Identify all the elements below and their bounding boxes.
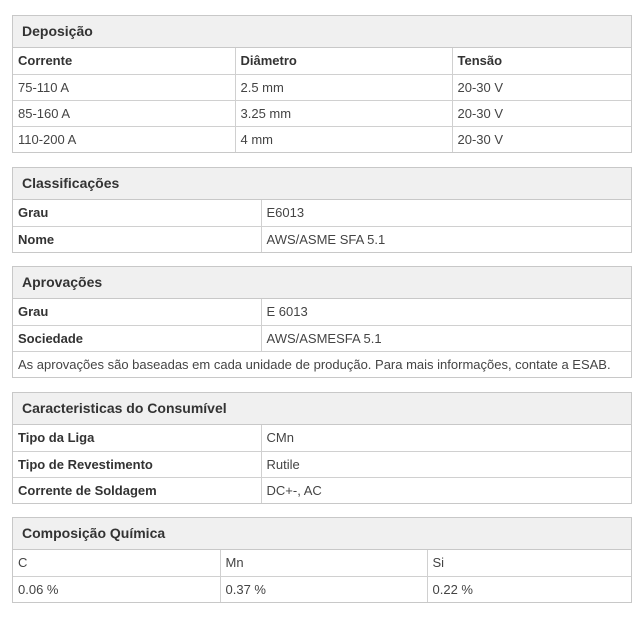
- cell-diametro: 2.5 mm: [235, 74, 452, 100]
- value-mn: 0.37 %: [220, 576, 427, 602]
- classificacoes-section: [12, 167, 632, 253]
- cell-corrente: 110-200 A: [13, 126, 235, 152]
- cell-tensao: 20-30 V: [452, 74, 631, 100]
- row-value: CMn: [261, 425, 631, 451]
- deposicao-title: Deposição: [13, 16, 631, 48]
- table-row: [13, 477, 631, 503]
- table-row: [13, 226, 631, 252]
- table-header-row: [13, 48, 631, 74]
- caracteristicas-section: [12, 392, 632, 504]
- row-value: E 6013: [261, 299, 631, 325]
- table-row: [13, 200, 631, 226]
- header-tensao: Tensão: [452, 48, 631, 74]
- table-row: [13, 100, 631, 126]
- value-si: 0.22 %: [432, 581, 473, 597]
- classificacoes-title: Classificações: [13, 168, 631, 200]
- caracteristicas-title: Caracteristicas do Consumível: [13, 393, 631, 425]
- table-row: [13, 425, 631, 451]
- table-row: [13, 74, 631, 100]
- row-label: Tipo da Liga: [13, 425, 261, 451]
- table-row: [13, 126, 631, 152]
- composicao-table: [13, 550, 631, 602]
- row-value: Rutile: [261, 451, 631, 477]
- cell-tensao: 20-30 V: [452, 100, 631, 126]
- row-label: Grau: [13, 200, 261, 226]
- row-value: AWS/ASME SFA 5.1: [266, 231, 386, 247]
- element-si: Si: [427, 550, 631, 576]
- table-row: [13, 351, 631, 377]
- table-row: [13, 299, 631, 325]
- deposicao-section: [12, 15, 632, 153]
- caracteristicas-table: [13, 425, 631, 503]
- row-label: Corrente de Soldagem: [13, 477, 261, 503]
- element-mn: Mn: [220, 550, 427, 576]
- element-c: C: [13, 550, 220, 576]
- table-header-row: [13, 550, 631, 576]
- table-row: [13, 325, 631, 351]
- row-label: Sociedade: [13, 325, 261, 351]
- row-value: E6013: [261, 200, 631, 226]
- table-row: [13, 576, 631, 602]
- row-label: Grau: [13, 299, 261, 325]
- row-label: Tipo de Revestimento: [13, 451, 261, 477]
- aprovacoes-section: [12, 266, 632, 378]
- composicao-section: [12, 517, 632, 603]
- deposicao-table: [13, 48, 631, 152]
- header-diametro: Diâmetro: [235, 48, 452, 74]
- classificacoes-table: [13, 200, 631, 252]
- header-corrente: Corrente: [13, 48, 235, 74]
- cell-diametro: 3.25 mm: [235, 100, 452, 126]
- cell-corrente: 85-160 A: [13, 100, 235, 126]
- table-row: [13, 451, 631, 477]
- composicao-title: Composição Química: [13, 518, 631, 550]
- aprovacoes-table: [13, 299, 631, 377]
- cell-diametro: 4 mm: [235, 126, 452, 152]
- approval-note: As aprovações são baseadas em cada unidade de produção. Para mais informações, contate a ESAB.: [18, 356, 611, 372]
- aprovacoes-title: Aprovações: [13, 267, 631, 299]
- value-c: 0.06 %: [13, 576, 220, 602]
- cell-tensao: 20-30 V: [457, 131, 504, 147]
- row-label: Nome: [13, 226, 261, 252]
- row-value: DC+-, AC: [266, 482, 322, 498]
- cell-corrente: 75-110 A: [13, 74, 235, 100]
- row-value: AWS/ASMESFA 5.1: [261, 325, 631, 351]
